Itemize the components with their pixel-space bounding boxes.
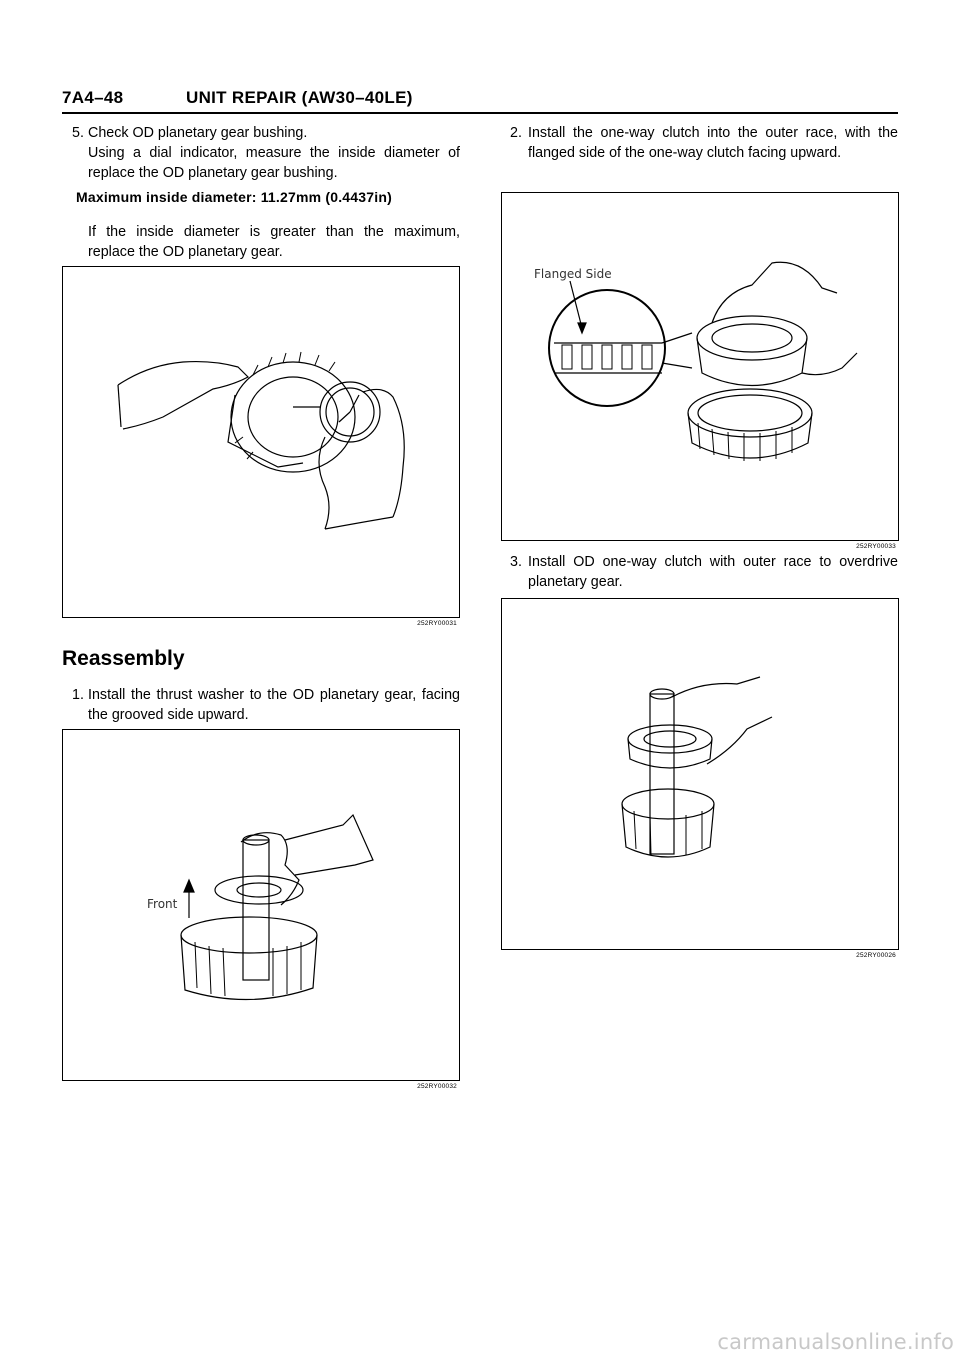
step-3-text: Install OD one-way clutch with outer race to overdrive planetary gear. [528, 554, 898, 590]
step-5 [72, 123, 460, 183]
step-3 [510, 552, 898, 592]
max-diameter-spec: Maximum inside diameter: 11.27mm (0.4437in) [76, 189, 392, 205]
figure-3-code: 252RY00033 [856, 543, 896, 550]
figure-2-code: 252RY00032 [417, 1083, 457, 1090]
header-rule [62, 112, 898, 114]
front-label: Front [147, 897, 178, 911]
figure-4-code: 252RY00026 [856, 952, 896, 959]
step-2-text: Install the one-way clutch into the outer race, with the flanged side of the one-way clutch facing upward. [528, 125, 898, 161]
step-5-note: If the inside diameter is greater than the maximum, replace the OD planetary gear. [88, 224, 460, 260]
section-code: 7A4–48 [62, 88, 124, 107]
step-5-number: 5. [72, 125, 84, 141]
thrust-washer-illustration [63, 730, 459, 1080]
figure-thrust-washer [62, 729, 460, 1090]
reassembly-heading: Reassembly [62, 647, 185, 670]
step-5-line2: Using a dial indicator, measure the inside diameter of replace the OD planetary gear bushing. [88, 145, 460, 181]
figure-dial-indicator [62, 266, 460, 627]
flanged-side-label: Flanged Side [534, 267, 612, 281]
step-3-number: 3. [510, 554, 522, 570]
one-way-clutch-illustration [502, 193, 898, 540]
figure-1-code: 252RY00031 [417, 620, 457, 627]
step-1 [72, 685, 460, 725]
dial-indicator-illustration [63, 267, 459, 617]
figure-od-clutch-install [501, 598, 899, 959]
section-title: UNIT REPAIR (AW30–40LE) [186, 88, 413, 107]
figure-one-way-clutch [501, 192, 899, 550]
step-2 [510, 123, 898, 163]
step-1-number: 1. [72, 687, 84, 703]
step-1-text: Install the thrust washer to the OD planetary gear, facing the grooved side upward. [88, 687, 460, 723]
watermark: carmanualsonline.info [717, 1330, 954, 1354]
step-5-line1: Check OD planetary gear bushing. [88, 125, 308, 141]
od-clutch-install-illustration [502, 599, 898, 949]
step-2-number: 2. [510, 125, 522, 141]
